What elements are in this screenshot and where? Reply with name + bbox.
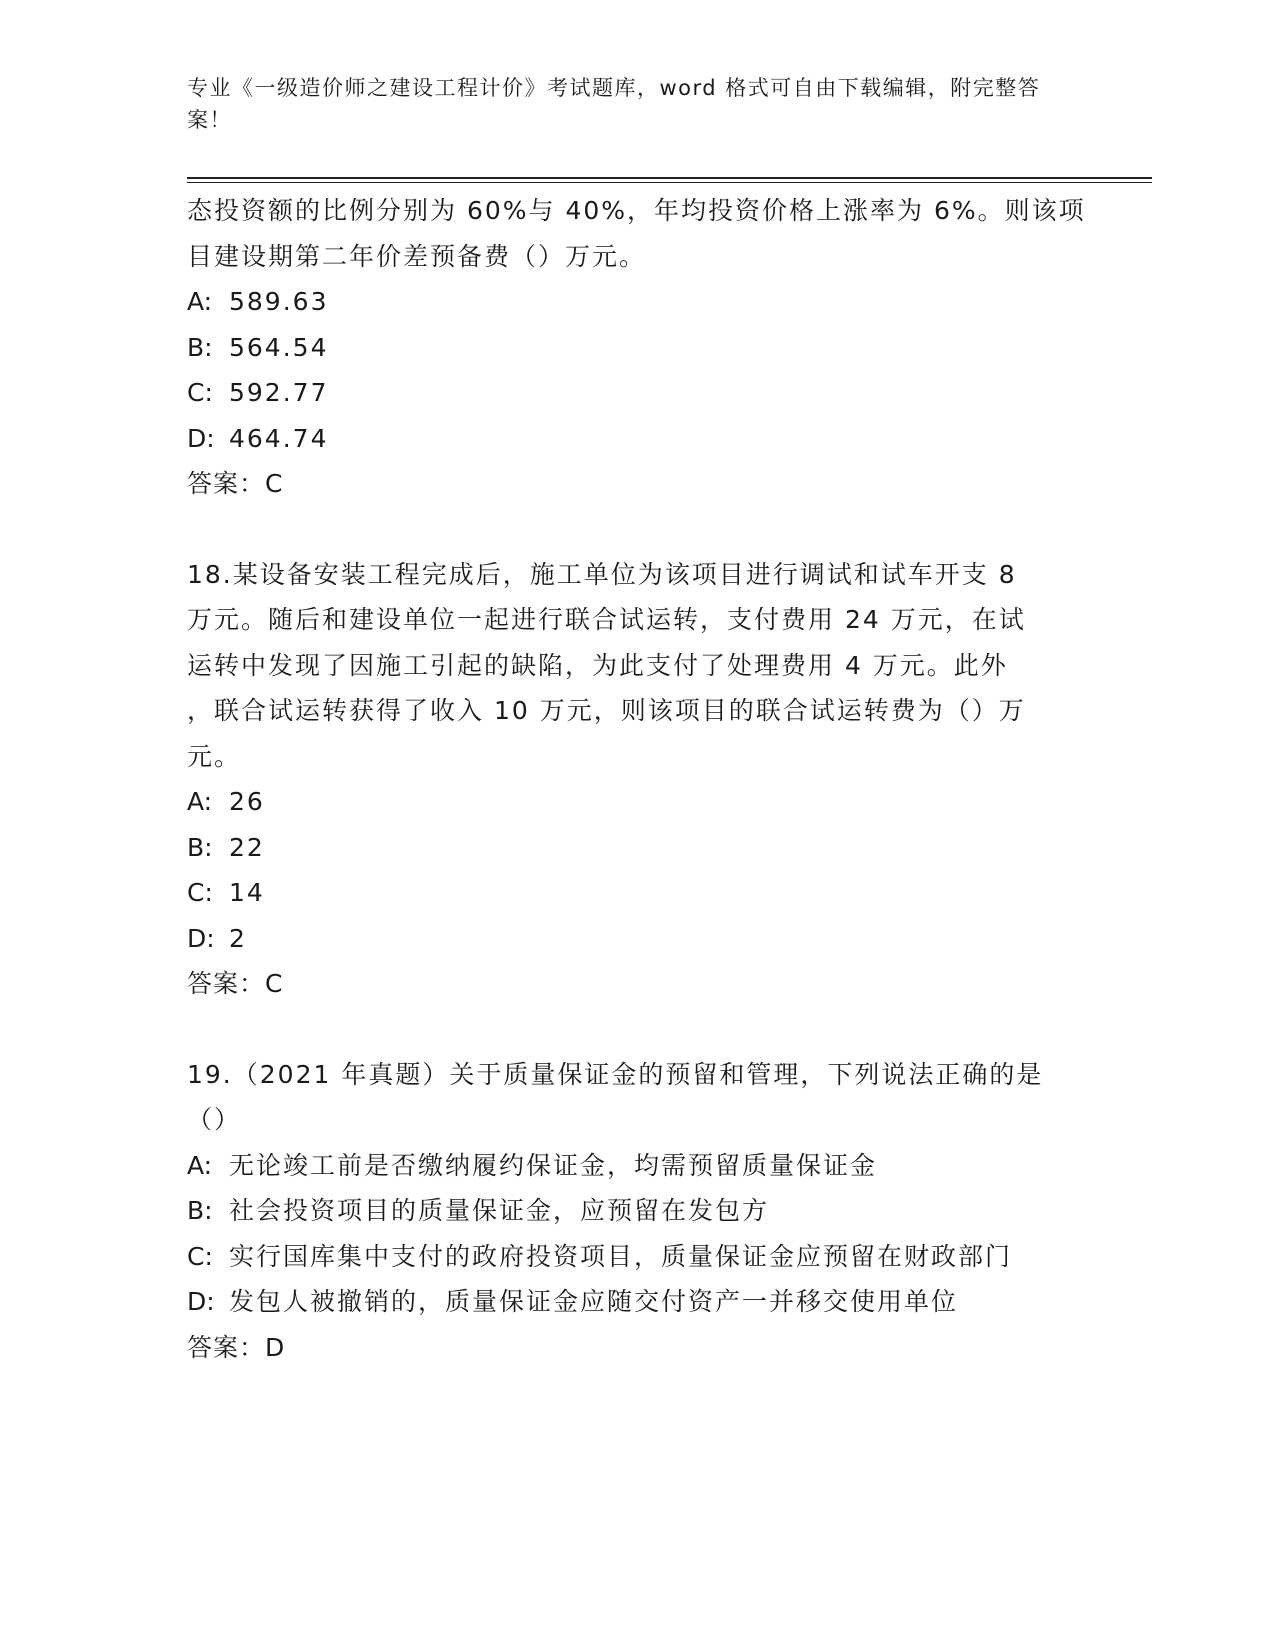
option-letter: B:: [187, 832, 213, 862]
option-text: 14: [229, 878, 265, 907]
option-letter: C:: [187, 878, 213, 907]
option-b: [187, 825, 1087, 871]
header-rule-thick: [187, 177, 1152, 179]
option-letter: C:: [187, 1241, 213, 1271]
option-letter: A:: [187, 787, 213, 816]
spacer: [187, 1007, 1087, 1052]
header-text: 专业《一级造价师之建设工程计价》考试题库，word 格式可自由下载编辑，附完整答案！: [187, 76, 1041, 132]
option-text: 592.77: [229, 378, 329, 407]
option-b: [187, 1188, 1087, 1234]
question-stem-line: ，联合试运转获得了收入 10 万元，则该项目的联合试运转费为（）万: [187, 696, 1026, 725]
question-stem-line: 目建设期第二年价差预备费（）万元。: [187, 241, 647, 271]
option-letter: A:: [187, 1150, 213, 1180]
option-text: 实行国库集中支付的政府投资项目，质量保证金应预留在财政部门: [229, 1241, 1013, 1271]
option-d: [187, 1279, 1087, 1325]
option-letter: A:: [187, 287, 213, 316]
question-19: [187, 1052, 1087, 1371]
option-text: 社会投资项目的质量保证金，应预留在发包方: [229, 1196, 770, 1225]
question-18: [187, 552, 1087, 1007]
option-letter: C:: [187, 378, 213, 407]
option-c: [187, 370, 1087, 416]
option-text: 464.74: [229, 423, 329, 453]
option-text: 发包人被撤销的，质量保证金应随交付资产一并移交使用单位: [229, 1287, 959, 1316]
option-text: 589.63: [229, 287, 329, 316]
question-17: [187, 188, 1087, 507]
question-stem-line: 18.某设备安装工程完成后，施工单位为该项目进行调试和试车开支 8: [187, 559, 1017, 589]
option-d: [187, 916, 1087, 962]
option-text: 无论竣工前是否缴纳履约保证金，均需预留质量保证金: [229, 1150, 878, 1180]
option-c: [187, 870, 1087, 916]
option-text: 22: [229, 832, 265, 862]
option-c: [187, 1234, 1087, 1280]
answer-line: 答案：C: [187, 969, 284, 998]
question-stem-line: 万元。随后和建设单位一起进行联合试运转，支付费用 24 万元，在试: [187, 605, 1026, 634]
option-a: [187, 779, 1087, 825]
document-header: [187, 72, 1067, 136]
question-stem-line: 运转中发现了因施工引起的缺陷，为此支付了处理费用 4 万元。此外: [187, 650, 1008, 680]
option-text: 26: [229, 787, 265, 816]
header-rule-thin: [187, 182, 1152, 183]
option-letter: B:: [187, 332, 213, 362]
option-text: 564.54: [229, 332, 329, 362]
question-stem-line: 19.（2021 年真题）关于质量保证金的预留和管理，下列说法正确的是: [187, 1059, 1044, 1089]
question-stem-line: 元。: [187, 741, 242, 771]
option-letter: D:: [187, 923, 215, 953]
answer-line: 答案：D: [187, 1332, 286, 1362]
option-b: [187, 325, 1087, 371]
option-d: [187, 416, 1087, 462]
option-a: [187, 279, 1087, 325]
spacer: [187, 507, 1087, 552]
question-list: [187, 188, 1087, 1370]
option-letter: D:: [187, 423, 215, 453]
option-text: 2: [229, 923, 247, 953]
question-stem-line: 态投资额的比例分别为 60%与 40%，年均投资价格上涨率为 6%。则该项: [187, 196, 1086, 225]
option-a: [187, 1143, 1087, 1189]
question-stem-line: （）: [187, 1105, 242, 1134]
option-letter: D:: [187, 1287, 215, 1316]
option-letter: B:: [187, 1196, 213, 1225]
answer-line: 答案：C: [187, 469, 284, 498]
